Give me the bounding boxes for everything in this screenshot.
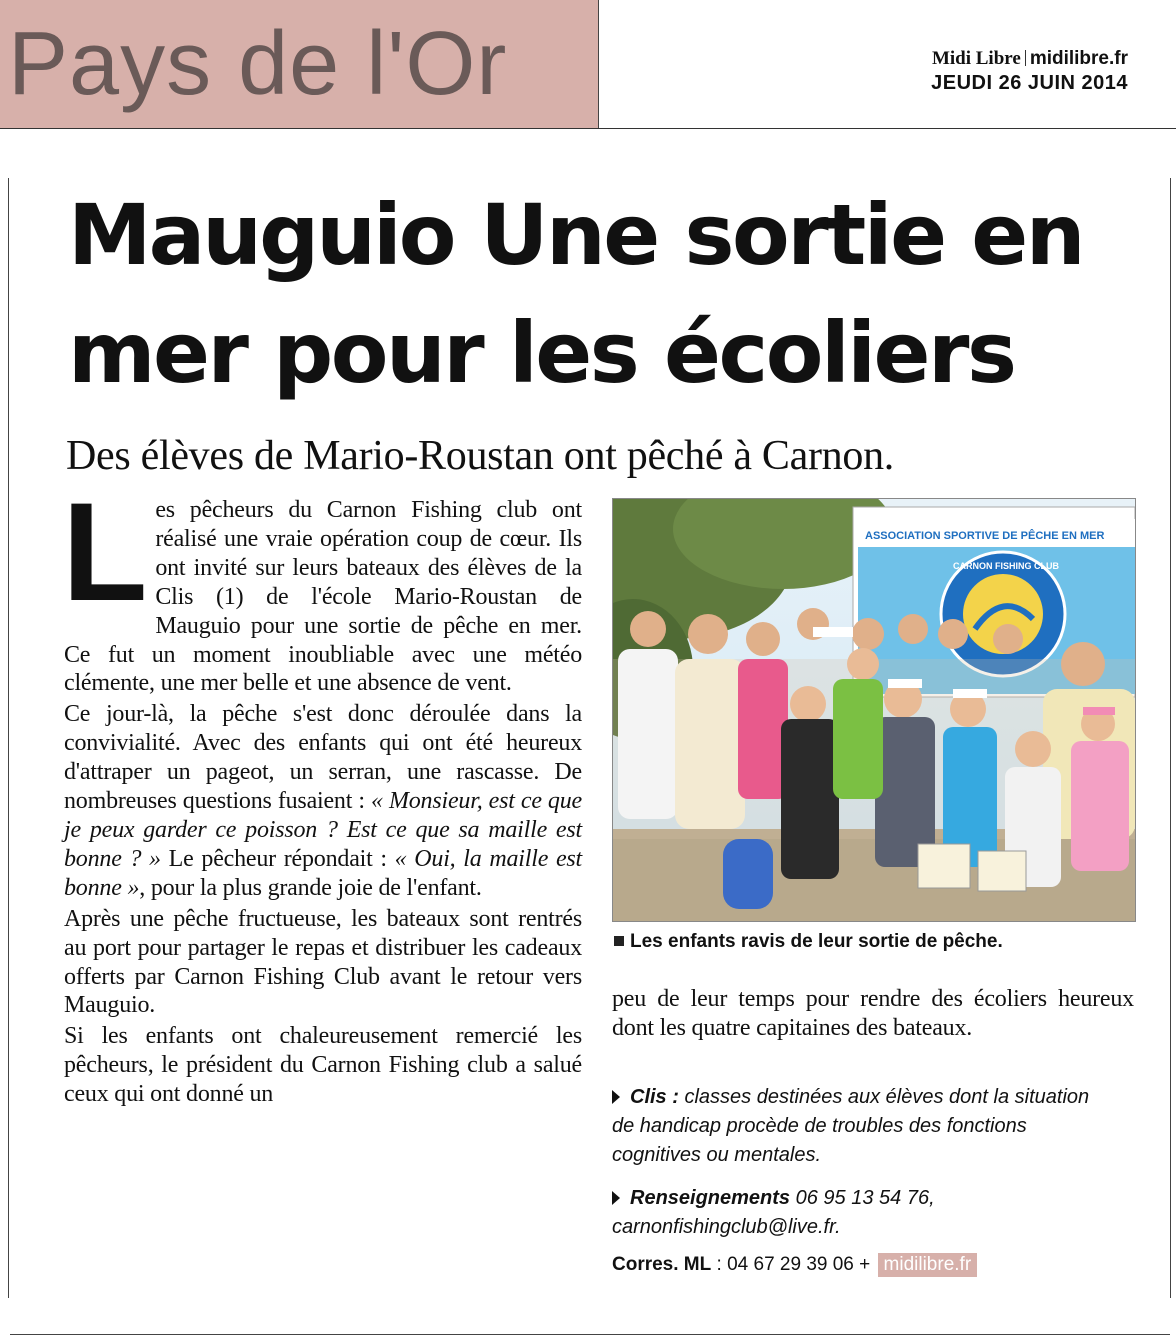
info-note <box>612 1184 1112 1242</box>
section-label: Pays de l'Or <box>8 14 508 114</box>
correspondent-label: Corres. ML <box>612 1254 712 1275</box>
masthead <box>931 48 1128 95</box>
correspondent-phone: : 04 67 29 39 06 + <box>711 1254 876 1275</box>
right-border <box>1170 178 1171 1298</box>
header-divider <box>0 128 1176 129</box>
logo-text: CARNON FISHING CLUB <box>953 561 1059 571</box>
correspondent-line <box>612 1252 977 1278</box>
paragraph-4: Si les enfants ont chaleureusement remercié les pêcheurs, le président du Carnon Fishing club a salué ceux qui ont donné un <box>64 1023 582 1108</box>
publication-date: JEUDI 26 JUIN 2014 <box>931 72 1128 94</box>
photo-caption <box>614 930 1134 954</box>
clis-label: Clis : <box>630 1086 679 1108</box>
newspaper-website: midilibre.fr <box>1029 48 1128 69</box>
left-border <box>8 178 9 1298</box>
paragraph-2-text-a: Ce jour-là, la pêche s'est donc déroulée dans la convivialité. Avec des enfants qui ont été heureux d'attraper un pageot, un serran, une rascasse. De nombreuses questions fusaient : <box>64 701 582 815</box>
article-body-left <box>62 473 583 1109</box>
section-band <box>0 0 599 128</box>
paragraph-2-text-c: , pour la plus grande joie de l'enfant. <box>139 874 482 901</box>
banner-text: ASSOCIATION SPORTIVE DE PÊCHE EN MER <box>865 530 1105 542</box>
paragraph-1-text: es pêcheurs du Carnon Fishing club ont réalisé une vraie opération coup de cœur. Ils ont invité sur leurs bateaux des élèves de la Clis (1) de l'école Mario-Roustan de Mauguio pour une sortie de pêche en mer. Ce fut un moment inoubliable avec une météo clémente, une mer belle et une absence de vent. <box>64 497 582 697</box>
note-arrow-icon <box>612 1191 620 1205</box>
headline <box>68 176 1148 412</box>
caption-bullet <box>614 936 624 946</box>
paragraph-2-quote-1: « Monsieur, est ce que je peux garder ce poisson ? Est ce que sa maille est bonne ? » <box>64 788 582 872</box>
paragraph-2-quote-2: « Oui, la maille est bonne » <box>64 845 583 901</box>
article-body-right: peu de leur temps pour rendre des écoliers heureux dont les quatre capitaines des bateaux. <box>612 986 1134 1041</box>
info-text: 06 95 13 54 76, carnonfishingclub@live.fr. <box>612 1187 935 1238</box>
paragraph-2 <box>64 700 582 902</box>
note-arrow-icon <box>612 1090 620 1104</box>
clis-note <box>612 1083 1112 1170</box>
subheadline: Des élèves de Mario-Roustan ont pêché à Carnon. <box>66 433 894 479</box>
bottom-border <box>10 1334 1170 1335</box>
masthead-separator <box>1025 50 1026 66</box>
info-label: Renseignements <box>630 1187 791 1209</box>
photo-caption-text: Les enfants ravis de leur sortie de pêche. <box>630 931 1003 952</box>
paragraph-2-text-b: Le pêcheur répondait : <box>160 845 395 872</box>
masthead-title <box>931 48 1128 70</box>
paragraph-3: Après une pêche fructueuse, les bateaux sont rentrés au port pour partager le repas et distribuer les cadeaux offerts par Carnon Fishing Club avant le retour vers Mauguio. <box>64 905 582 1019</box>
newspaper-name: Midi Libre <box>931 48 1021 69</box>
headline-place: Mauguio <box>68 186 454 284</box>
midilibre-badge: midilibre.fr <box>878 1253 978 1277</box>
headline-text: Une sortie en mer pour les écoliers <box>68 186 1084 402</box>
paragraph-1 <box>62 473 582 698</box>
clis-text: classes destinées aux élèves dont la situation de handicap procède de troubles des fonctions cognitives ou mentales. <box>612 1086 1090 1166</box>
article-photo <box>612 498 1136 922</box>
drop-cap: L <box>62 473 148 630</box>
group-photo-illustration <box>613 499 1135 921</box>
